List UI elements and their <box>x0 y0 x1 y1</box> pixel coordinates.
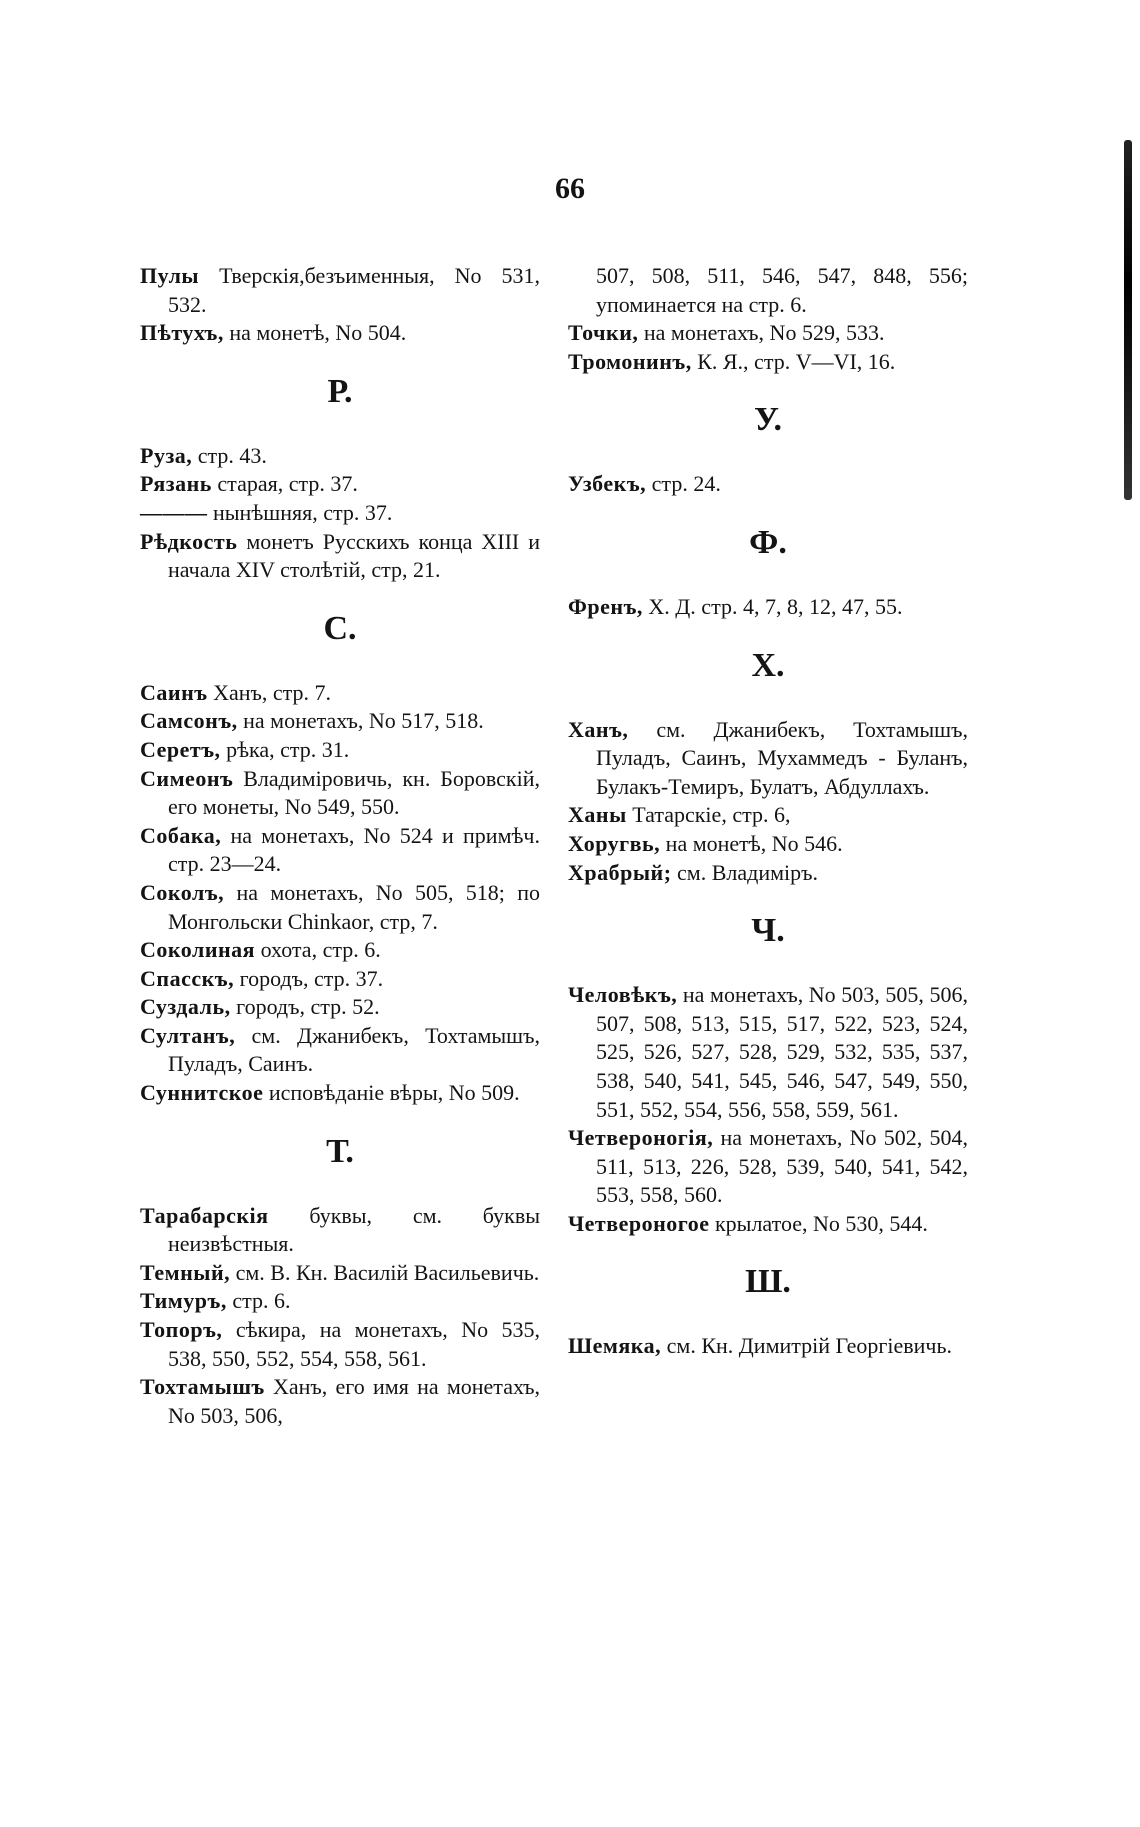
entry-text: стр. 6. <box>226 1288 291 1314</box>
entry-text: на монетахъ, No 529, 533. <box>638 320 885 346</box>
entry-text: крылатое, No 530, 544. <box>709 1210 928 1236</box>
entry-text: на монетахъ, No 502, 504, 511, 513, 226, 528, 539, 540, 541, 542, 553, 558, 560. <box>596 1125 968 1208</box>
entry-headword: Точки, <box>568 320 639 346</box>
entry-text: нынѣшняя, стр. 37. <box>207 499 393 525</box>
entry-text: Ханъ, его имя на монетахъ, No 503, 506, <box>168 1374 540 1428</box>
entry-text: Владиміровичь, кн. Боровскій, его монеты, No 549, 550. <box>168 765 540 820</box>
entry-text: см. Джанибекъ, Тохтамышъ, Пуладъ, Саинъ. <box>168 1022 540 1077</box>
section-letter: Т. <box>326 1132 354 1170</box>
entry-headword: Суздаль, <box>140 994 231 1020</box>
index-entry <box>568 470 968 499</box>
index-entry <box>568 1124 968 1210</box>
index-entry <box>568 593 968 622</box>
entry-headword: Хоругвь, <box>568 830 661 856</box>
index-entry <box>568 716 968 802</box>
section-letter: Р. <box>327 372 353 410</box>
index-entry <box>140 736 540 765</box>
index-entry <box>140 707 540 736</box>
index-entry <box>140 470 540 499</box>
index-entry <box>140 1287 540 1316</box>
section-letter: Ф. <box>749 523 787 561</box>
index-entry <box>140 993 540 1022</box>
index-entry <box>140 499 540 528</box>
index-entry <box>140 679 540 708</box>
section-letter: Х. <box>751 646 785 684</box>
entry-headword: Тромонинъ, <box>568 348 692 374</box>
index-entry-continuation: 507, 508, 511, 546, 547, 848, 556; упоминается на стр. 6. <box>596 263 968 317</box>
entry-text: на монетахъ, No 517, 518. <box>237 708 484 734</box>
entry-text: городъ, стр. 37. <box>234 965 384 991</box>
index-entry <box>140 1259 540 1288</box>
entry-headword: Соколиная <box>140 937 256 963</box>
entry-headword: Серетъ, <box>140 736 221 762</box>
entry-text: стр. 43. <box>192 442 267 468</box>
index-entry <box>140 262 540 319</box>
entry-headword: Шемяка, <box>568 1333 662 1359</box>
entry-text: на монетахъ, No 505, 518; по Монгольски Chinkaor, стр, 7. <box>168 879 540 934</box>
entry-headword: Саинъ <box>140 679 208 705</box>
entry-text: буквы, см. буквы неизвѣстныя. <box>168 1202 540 1257</box>
entry-headword: Тохтамышъ <box>140 1374 265 1400</box>
entry-headword: Френъ, <box>568 593 643 619</box>
left-column <box>140 262 540 1430</box>
entry-text: см. Кн. Димитрій Георгіевичь. <box>661 1333 953 1359</box>
index-entry <box>568 348 968 377</box>
index-entry <box>568 830 968 859</box>
entry-headword: Симеонъ <box>140 765 234 791</box>
right-column <box>568 262 968 1361</box>
entry-headword: Спасскъ, <box>140 965 235 991</box>
index-entry <box>568 981 968 1124</box>
entry-text: Ханъ, стр. 7. <box>207 679 332 705</box>
entry-text: сѣкира, на монетахъ, No 535, 538, 550, 552, 554, 558, 561. <box>168 1317 540 1371</box>
entry-headword: Четвероногое <box>568 1210 710 1236</box>
index-entry <box>140 965 540 994</box>
entry-headword: Султанъ, <box>140 1022 236 1048</box>
entry-headword: Соколъ, <box>140 879 225 905</box>
entry-headword: Собака, <box>140 822 222 848</box>
entry-headword: Топоръ, <box>140 1317 223 1343</box>
index-entry <box>140 319 540 348</box>
entry-headword: Рѣдкость <box>140 528 238 554</box>
entry-headword: Рязань <box>140 471 212 497</box>
index-entry <box>140 936 540 965</box>
entry-headword: Человѣкъ, <box>568 982 678 1008</box>
entry-headword: Ханъ, <box>568 716 629 742</box>
entry-headword: Пѣтухъ, <box>140 320 224 346</box>
index-entry <box>140 1202 540 1259</box>
entry-headword: Суннитское <box>140 1080 264 1106</box>
entry-headword: Руза, <box>140 442 193 468</box>
entry-text: см. Владиміръ. <box>671 859 819 885</box>
section-letter: С. <box>323 609 357 647</box>
entry-headword: Ханы <box>568 802 627 828</box>
index-entry <box>568 859 968 888</box>
entry-text: К. Я., стр. V—VI, 16. <box>691 348 896 374</box>
entry-headword: Узбекъ, <box>568 471 647 497</box>
entry-headword: ——— <box>140 499 208 525</box>
entry-text: старая, стр. 37. <box>211 471 358 497</box>
entry-text: на монетахъ, No 524 и примѣч. стр. 23—24. <box>168 822 540 877</box>
entry-headword: Тарабарскія <box>140 1202 269 1228</box>
entry-text: рѣка, стр. 31. <box>220 736 350 762</box>
page-number: 66 <box>555 172 585 205</box>
section-letter: Ч. <box>751 912 785 950</box>
entry-text: городъ, стр. 52. <box>230 994 380 1020</box>
entry-text: см. В. Кн. Василій Васильевичь. <box>230 1259 540 1285</box>
entry-text: Тверскія,безъименныя, No 531, 532. <box>168 263 540 317</box>
index-entry <box>568 1210 968 1239</box>
entry-text: монетъ Русскихъ конца XIII и начала XIV столѣтій, стр, 21. <box>168 528 540 583</box>
index-entry <box>140 765 540 822</box>
entry-headword: Храбрый; <box>568 859 672 885</box>
section-letter: У. <box>754 401 782 439</box>
index-entry <box>140 822 540 879</box>
entry-text: исповѣданіе вѣры, No 509. <box>263 1080 520 1106</box>
index-entry <box>140 1373 540 1430</box>
index-entry <box>140 1079 540 1108</box>
index-entry <box>568 319 968 348</box>
entry-headword: Тимуръ, <box>140 1288 227 1314</box>
entry-headword: Самсонъ, <box>140 708 238 734</box>
entry-text: Татарскіе, стр. 6, <box>626 802 791 828</box>
entry-headword: Четвероногія, <box>568 1125 714 1151</box>
entry-headword: Темный, <box>140 1259 231 1285</box>
entry-text: Х. Д. стр. 4, 7, 8, 12, 47, 55. <box>642 593 903 619</box>
entry-text: на монетахъ, No 503, 505, 506, 507, 508, 513, 515, 517, 522, 523, 524, 525, 526, 527, 528, 529, 532, 535, 537, 538, 540, 541, 545, 546, 547, 549, 550, 551, 552, 554, 556, 558, 559, 561. <box>596 982 968 1122</box>
section-letter: Ш. <box>745 1263 791 1301</box>
index-entry <box>140 1316 540 1373</box>
entry-text: стр. 24. <box>646 471 721 497</box>
entry-text: на монетѣ, No 546. <box>660 830 843 856</box>
index-entry <box>140 528 540 585</box>
index-entry <box>140 1022 540 1079</box>
page-edge-shadow <box>1124 140 1132 500</box>
entry-text: см. Джанибекъ, Тохтамышъ, Пуладъ, Саинъ, Мухаммедъ - Буланъ, Булакъ-Темиръ, Булатъ, Абдуллахъ. <box>596 716 968 799</box>
index-entry <box>568 1332 968 1361</box>
index-entry <box>140 879 540 936</box>
entry-text: на монетѣ, No 504. <box>223 320 407 346</box>
entry-headword: Пулы <box>140 263 200 288</box>
entry-text: охота, стр. 6. <box>255 937 381 963</box>
index-entry <box>568 801 968 830</box>
index-entry <box>140 442 540 471</box>
